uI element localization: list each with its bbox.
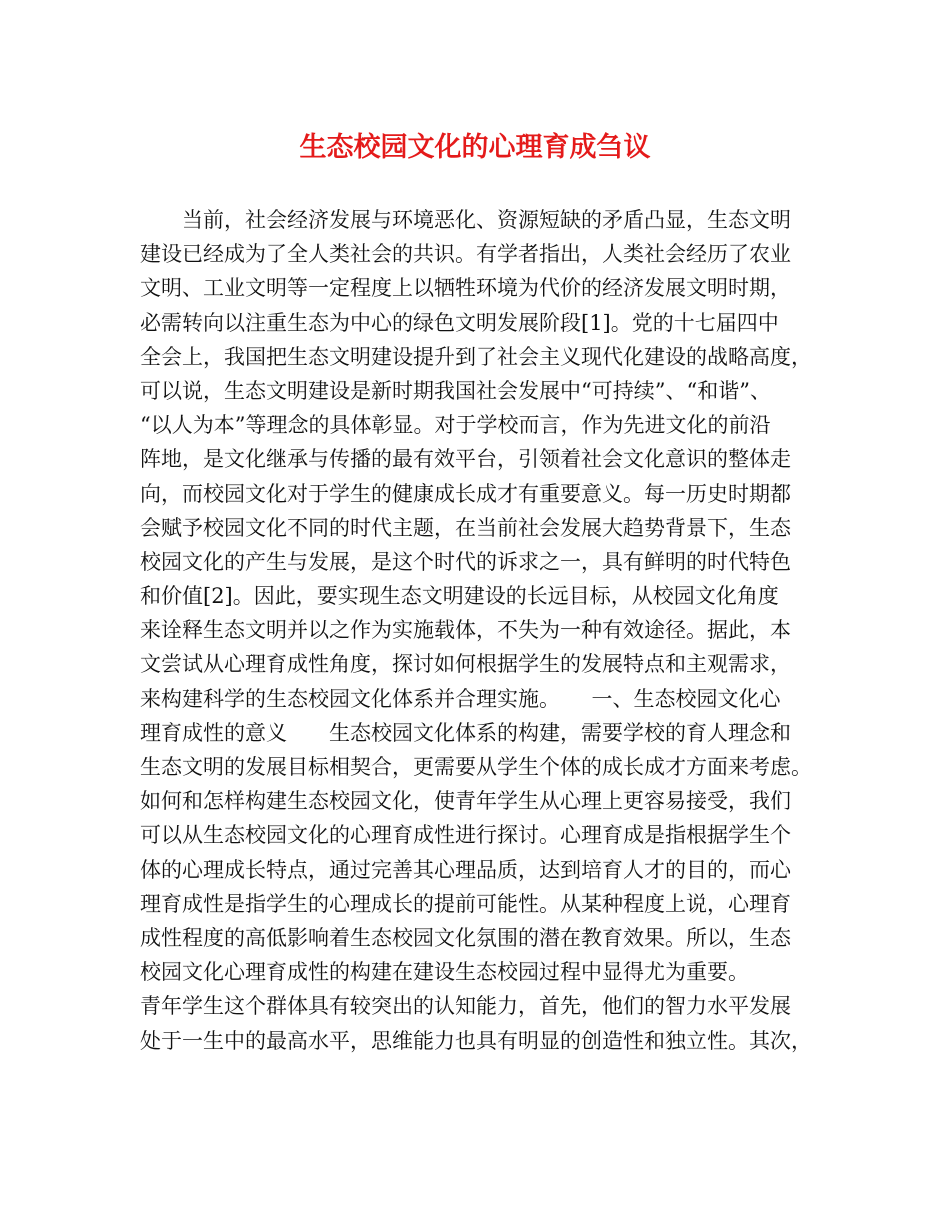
- body-line: 可以从生态校园文化的心理育成性进行探讨。心理育成是指根据学生个: [140, 823, 791, 848]
- body-line: “以人为本”等理念的具体彰显。对于学校而言，作为先进文化的前沿: [140, 413, 771, 438]
- body-line: 全会上，我国把生态文明建设提升到了社会主义现代化建设的战略高度，: [140, 344, 812, 369]
- body-line: 校园文化心理育成性的构建在建设生态校园过程中显得尤为重要。: [140, 960, 749, 985]
- body-line: 向，而校园文化对于学生的健康成长成才有重要意义。每一历史时期都: [140, 481, 791, 506]
- body-line: 校园文化的产生与发展，是这个时代的诉求之一，具有鲜明的时代特色: [140, 549, 791, 574]
- body-line: 生态文明的发展目标相契合，更需要从学生个体的成长成才方面来考虑。: [140, 755, 812, 779]
- body-line: 文尝试从心理育成性角度，探讨如何根据学生的发展特点和主观需求，: [140, 652, 791, 677]
- body-line: 建设已经成为了全人类社会的共识。有学者指出，人类社会经历了农业: [140, 242, 791, 267]
- body-line: 文明、工业文明等一定程度上以牺牲环境为代价的经济发展文明时期，: [140, 276, 791, 301]
- body-line: 当前，社会经济发展与环境恶化、资源短缺的矛盾凸显，生态文明: [182, 208, 791, 232]
- body-line: 会赋予校园文化不同的时代主题，在当前社会发展大趋势背景下，生态: [140, 515, 791, 540]
- body-line: 如何和怎样构建生态校园文化，使青年学生从心理上更容易接受，我们: [140, 789, 791, 814]
- body-line: 理育成性是指学生的心理成长的提前可能性。从某种程度上说，心理育: [140, 891, 791, 916]
- document-title: 生态校园文化的心理育成刍议: [299, 132, 651, 163]
- body-line: 和价值[2]。因此，要实现生态文明建设的长远目标，从校园文化角度: [140, 584, 779, 609]
- body-line: 必需转向以注重生态为中心的绿色文明发展阶段[1]。党的十七届四中: [140, 310, 779, 335]
- body-line: 阵地，是文化继承与传播的最有效平台，引领着社会文化意识的整体走: [140, 447, 791, 472]
- body-line: 青年学生这个群体具有较突出的认知能力，首先，他们的智力水平发展: [140, 994, 791, 1019]
- body-line: 理育成性的意义 生态校园文化体系的构建，需要学校的育人理念和: [140, 720, 791, 745]
- document-body: [140, 203, 820, 1058]
- body-line: 体的心理成长特点，通过完善其心理品质，达到培育人才的目的，而心: [140, 857, 791, 882]
- body-line: 来诠释生态文明并以之作为实施载体，不失为一种有效途径。据此，本: [140, 618, 791, 643]
- body-line: 成性程度的高低影响着生态校园文化氛围的潜在教育效果。所以，生态: [140, 925, 791, 950]
- body-line: 处于一生中的最高水平，思维能力也具有明显的创造性和独立性。其次，: [140, 1028, 812, 1053]
- body-line: 来构建科学的生态校园文化体系并合理实施。 一、生态校园文化心: [140, 686, 781, 711]
- body-line: 可以说，生态文明建设是新时期我国社会发展中“可持续”、“和谐”、: [140, 378, 771, 403]
